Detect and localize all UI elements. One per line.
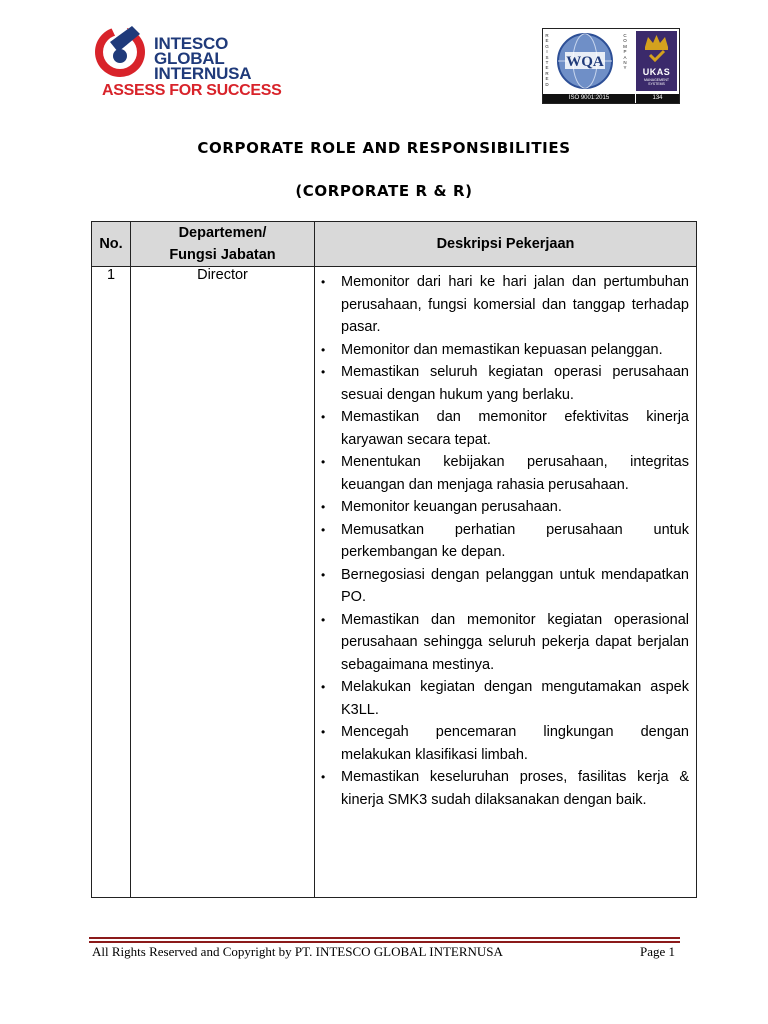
bullet-icon: • [321,342,326,357]
list-item [315,609,689,677]
ukas-mark [636,31,677,91]
bullet-icon: • [321,567,326,582]
list-item-text: Memusatkan perhatian perusahaan untuk perkembangan ke depan. [341,521,689,560]
bullet-icon: • [321,770,326,784]
header-department-line-1: Departemen/ [178,225,267,241]
row-description [315,267,697,898]
list-item-text: Menentukan kebijakan perusahaan, integritas keuangan dan menjaga rahasia perusahaan. [341,454,689,493]
list-item [315,451,689,496]
bullet-icon: • [321,522,326,537]
logo-line-3: INTERNUSA [154,64,252,83]
crown-icon [636,31,677,65]
footer-copyright: All Rights Reserved and Copyright by PT. INTESCO GLOBAL INTERNUSA [92,944,503,959]
description-list [315,267,696,811]
header-department-line-2: Fungsi Jabatan [169,247,276,263]
bullet-icon: • [321,410,326,424]
list-item-text: Memonitor keuangan perusahaan. [341,499,562,515]
list-item-text: Memonitor dan memastikan kepuasan pelanggan. [341,341,663,358]
footer-page-number: Page 1 [640,944,676,959]
logo-line-2: GLOBAL [154,49,225,68]
list-item-text: Melakukan kegiatan dengan mengutamakan aspek K3LL. [341,679,689,718]
list-item-text: Memastikan keseluruhan proses, fasilitas kerja & kinerja SMK3 sudah dilaksanakan dengan baik. [341,769,689,808]
page-subtitle: (CORPORATE R & R) [295,182,473,200]
table-row [92,267,697,898]
list-item-text: Bernegosiasi dengan pelanggan untuk mendapatkan PO. [341,566,689,605]
footer-divider-bottom [89,941,680,943]
ukas-sub-label: MANAGEMENT SYSTEMS [643,78,670,86]
bullet-icon: • [321,725,326,739]
wqa-label: WQA [566,54,604,70]
company-logo [92,22,282,102]
list-item-text: Mencegah pencemaran lingkungan dengan melakukan klasifikasi limbah. [341,724,689,763]
header-no: No. [92,222,131,267]
bullet-icon: • [321,455,326,469]
logo-line-1: INTESCO [154,34,229,53]
registered-vertical-text: R E G I S T E R E D [545,33,549,87]
certification-badge [542,28,680,104]
list-item [315,361,689,406]
wqa-globe-icon [551,31,619,91]
logo-tagline: ASSESS FOR SUCCESS [102,82,282,99]
row-number: 1 [92,267,131,898]
list-item [315,271,689,339]
company-vertical-text: C O M P A N Y [623,33,627,71]
list-item [315,406,689,451]
list-item [315,519,689,564]
bullet-icon: • [321,365,326,379]
iso-label: ISO 9001:2015 [543,94,635,103]
responsibilities-table [91,221,697,898]
list-item-text: Memastikan dan memonitor kegiatan operasional perusahaan sehingga seluruh pekerja dapat berjalan sebagaimana mestinya. [341,611,689,673]
row-department: Director [131,267,315,898]
bullet-icon: • [321,680,326,694]
list-item [315,676,689,721]
logo-wordmark [154,36,251,81]
list-item-text: Memonitor dari hari ke hari jalan dan pertumbuhan perusahaan, fungsi komersial dan tanggap terhadap pasar. [341,274,689,335]
list-item-text: Memastikan seluruh kegiatan operasi perusahaan sesuai dengan hukum yang berlaku. [341,364,689,403]
table-header-row [92,222,697,267]
header-department [131,222,315,267]
list-item [315,339,689,362]
list-item [315,766,689,811]
bullet-icon: • [321,612,326,627]
list-item [315,564,689,609]
page-title: CORPORATE ROLE AND RESPONSIBILITIES [197,139,571,157]
list-item [315,721,689,766]
cert-number: 134 [636,94,679,103]
bullet-icon: • [321,500,326,514]
ukas-label: UKAS [642,67,671,77]
header-description: Deskripsi Pekerjaan [315,222,697,267]
logo-mark-icon [92,22,154,84]
footer-divider-top [89,937,680,939]
list-item-text: Memastikan dan memonitor efektivitas kinerja karyawan secara tepat. [341,409,689,448]
bullet-icon: • [321,275,326,289]
list-item [315,496,689,519]
